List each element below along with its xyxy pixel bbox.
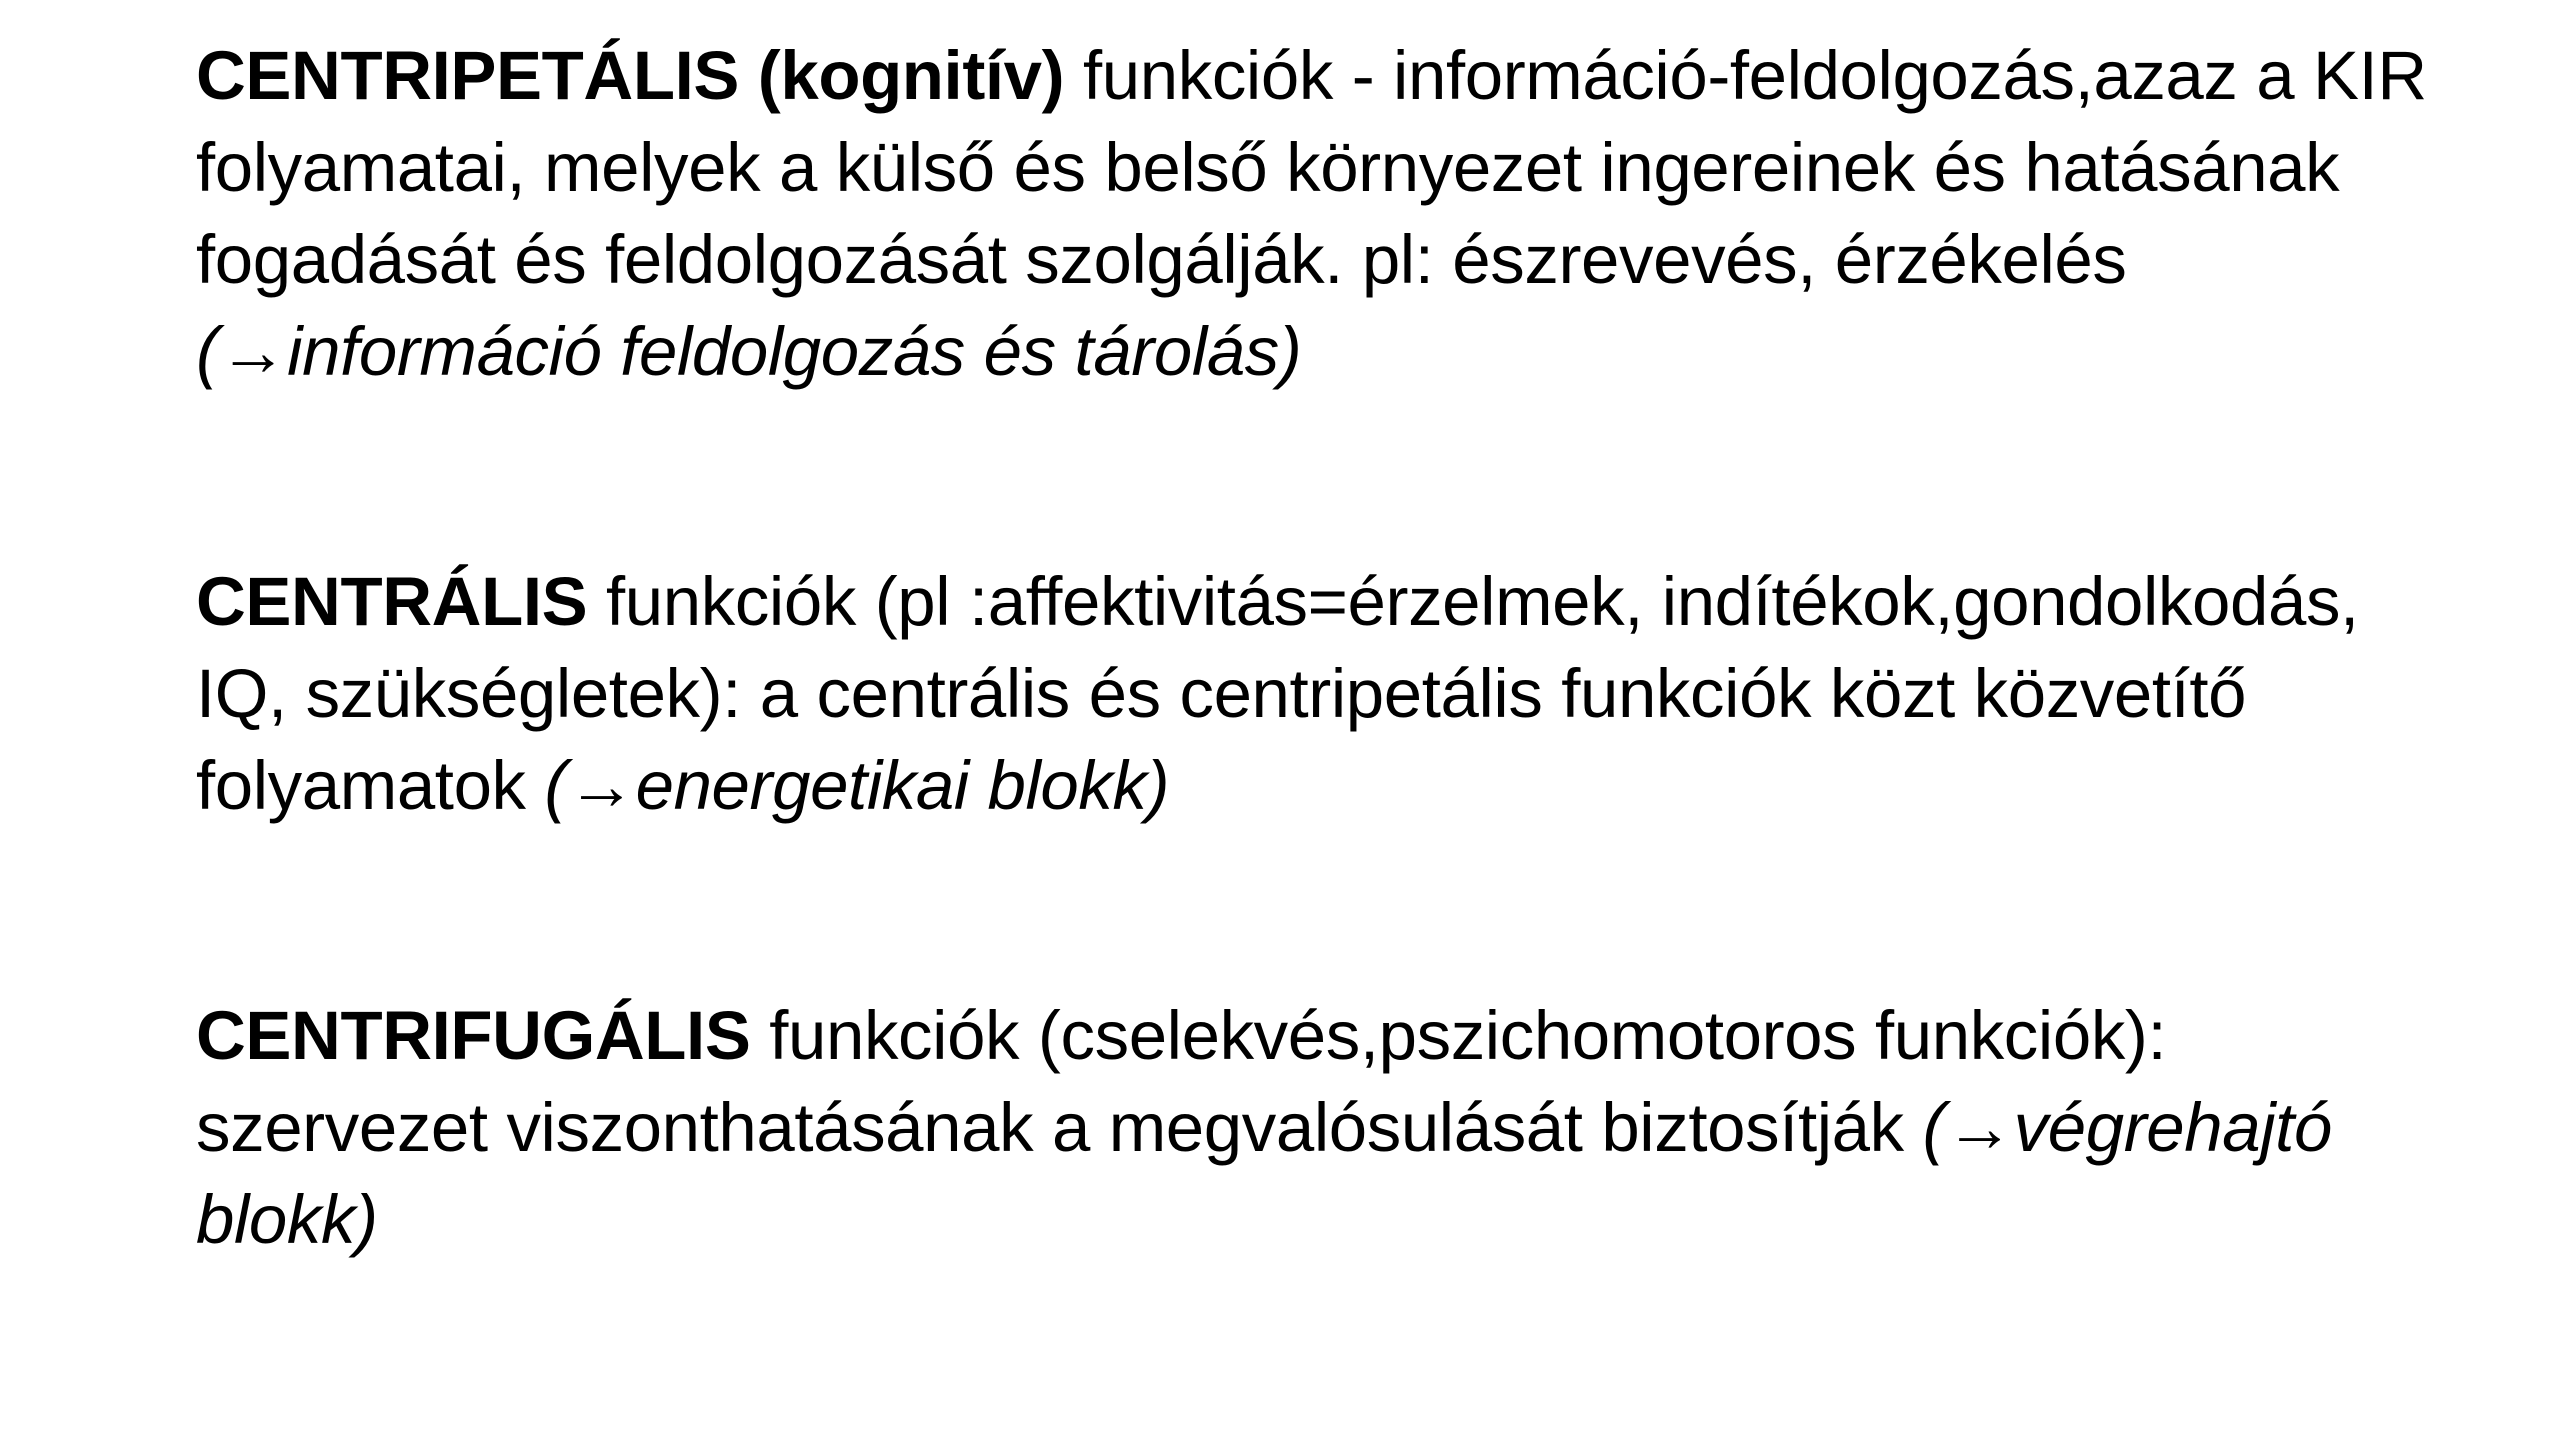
reference-centripetal: (→információ feldolgozás és tárolás)	[196, 313, 1302, 390]
body-central: funkciók (pl :affektivitás=érzelmek, indítékok,gondolkodás, IQ, szükségletek): a centrális és centripetális funkciók közt közvetítő folyamatok	[196, 563, 2359, 824]
term-centrifugal: CENTRIFUGÁLIS	[196, 997, 751, 1074]
reference-central: (→energetikai blokk)	[544, 747, 1170, 824]
term-central: CENTRÁLIS	[196, 563, 588, 640]
body-centripetal: funkciók - információ-feldolgozás,azaz a KIR folyamatai, melyek a külső és belső környezet ingereinek és hatásának fogadását és feldolgozását szolgálják. pl: észrevevés, érzékelés	[196, 37, 2427, 298]
term-centripetal: CENTRIPETÁLIS (kognitív)	[196, 37, 1065, 114]
paragraph-centrifugal	[196, 990, 2446, 1266]
paragraph-central	[196, 556, 2446, 832]
paragraph-centripetal	[196, 30, 2446, 398]
reference-centrifugal: (→végrehajtó blokk)	[196, 1089, 2332, 1258]
body-centrifugal: funkciók (cselekvés,pszichomotoros funkciók): szervezet viszonthatásának a megvalósulását biztosítják	[196, 997, 2167, 1166]
slide-content	[196, 30, 2446, 1266]
